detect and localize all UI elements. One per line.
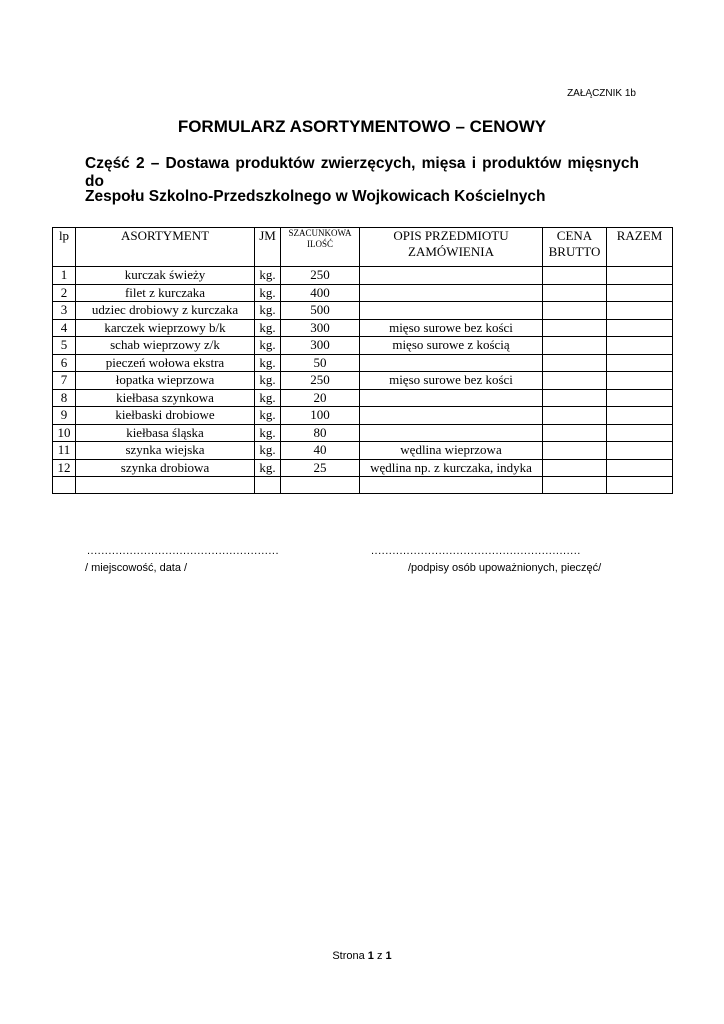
cell-total	[607, 459, 673, 477]
table-row	[53, 459, 673, 477]
cell-item-name: łopatka wieprzowa	[76, 372, 255, 390]
header-opis-line2: ZAMÓWIENIA	[408, 244, 494, 259]
table-row	[53, 302, 673, 320]
cell-price	[543, 389, 607, 407]
cell-item-name: kiełbaski drobiowe	[76, 407, 255, 425]
cell-empty	[76, 477, 255, 494]
cell-price	[543, 459, 607, 477]
cell-description	[360, 267, 543, 285]
header-ilosc-line1: SZACUNKOWA	[288, 228, 352, 238]
cell-description: mięso surowe z kością	[360, 337, 543, 355]
cell-unit: kg.	[255, 337, 281, 355]
cell-empty	[607, 477, 673, 494]
table-row-empty	[53, 477, 673, 494]
cell-quantity: 80	[281, 424, 360, 442]
header-ilosc-line2: ILOŚĆ	[306, 239, 333, 249]
cell-unit: kg.	[255, 442, 281, 460]
signature-line: ...........................................................	[371, 545, 581, 557]
cell-quantity: 25	[281, 459, 360, 477]
cell-total	[607, 267, 673, 285]
cell-quantity: 40	[281, 442, 360, 460]
cell-lp: 10	[53, 424, 76, 442]
cell-description: mięso surowe bez kości	[360, 372, 543, 390]
cell-empty	[53, 477, 76, 494]
cell-empty	[360, 477, 543, 494]
footer-prefix: Strona	[332, 950, 365, 962]
cell-empty	[543, 477, 607, 494]
cell-unit: kg.	[255, 407, 281, 425]
header-opis	[360, 228, 543, 267]
table-body	[53, 267, 673, 494]
cell-lp: 7	[53, 372, 76, 390]
table-row	[53, 372, 673, 390]
table-row	[53, 424, 673, 442]
cell-total	[607, 354, 673, 372]
cell-lp: 12	[53, 459, 76, 477]
cell-total	[607, 389, 673, 407]
place-date-line: ......................................................	[87, 545, 280, 557]
cell-description: wędlina np. z kurczaka, indyka	[360, 459, 543, 477]
cell-quantity: 250	[281, 372, 360, 390]
cell-quantity: 300	[281, 319, 360, 337]
cell-item-name: udziec drobiowy z kurczaka	[76, 302, 255, 320]
cell-total	[607, 319, 673, 337]
cell-quantity: 300	[281, 337, 360, 355]
cell-price	[543, 354, 607, 372]
header-jm: JM	[255, 228, 281, 267]
cell-quantity: 400	[281, 284, 360, 302]
table-row	[53, 354, 673, 372]
table-row	[53, 284, 673, 302]
cell-unit: kg.	[255, 459, 281, 477]
cell-item-name: kiełbasa śląska	[76, 424, 255, 442]
cell-price	[543, 319, 607, 337]
cell-unit: kg.	[255, 424, 281, 442]
cell-empty	[255, 477, 281, 494]
cell-total	[607, 407, 673, 425]
header-cena	[543, 228, 607, 267]
cell-description	[360, 284, 543, 302]
cell-empty	[281, 477, 360, 494]
table-row	[53, 267, 673, 285]
footer-of: z	[376, 950, 383, 962]
page-title: FORMULARZ ASORTYMENTOWO – CENOWY	[177, 117, 547, 136]
cell-item-name: schab wieprzowy z/k	[76, 337, 255, 355]
cell-price	[543, 284, 607, 302]
table-header-row	[53, 228, 673, 267]
price-table	[52, 227, 673, 494]
cell-lp: 2	[53, 284, 76, 302]
cell-total	[607, 424, 673, 442]
footer-page-number: 1	[367, 950, 374, 962]
cell-lp: 4	[53, 319, 76, 337]
cell-unit: kg.	[255, 354, 281, 372]
table-row	[53, 319, 673, 337]
cell-unit: kg.	[255, 284, 281, 302]
cell-lp: 5	[53, 337, 76, 355]
cell-total	[607, 302, 673, 320]
page-footer	[0, 950, 724, 962]
cell-description	[360, 302, 543, 320]
cell-quantity: 500	[281, 302, 360, 320]
table-row	[53, 407, 673, 425]
subtitle-line-1: Część 2 – Dostawa produktów zwierzęcych, mięsa i produktów mięsnych do	[85, 155, 639, 190]
cell-unit: kg.	[255, 372, 281, 390]
cell-lp: 8	[53, 389, 76, 407]
cell-item-name: szynka drobiowa	[76, 459, 255, 477]
cell-quantity: 100	[281, 407, 360, 425]
cell-unit: kg.	[255, 319, 281, 337]
cell-item-name: karczek wieprzowy b/k	[76, 319, 255, 337]
footer-page-total: 1	[385, 950, 392, 962]
cell-item-name: pieczeń wołowa ekstra	[76, 354, 255, 372]
cell-price	[543, 407, 607, 425]
header-opis-line1: OPIS PRZEDMIOTU	[393, 228, 509, 243]
cell-price	[543, 424, 607, 442]
cell-description: wędlina wieprzowa	[360, 442, 543, 460]
cell-quantity: 50	[281, 354, 360, 372]
cell-quantity: 20	[281, 389, 360, 407]
cell-description	[360, 354, 543, 372]
cell-item-name: kurczak świeży	[76, 267, 255, 285]
subtitle-line-2: Zespołu Szkolno-Przedszkolnego w Wojkowicach Kościelnych	[85, 188, 546, 205]
cell-unit: kg.	[255, 267, 281, 285]
cell-price	[543, 337, 607, 355]
cell-description	[360, 424, 543, 442]
header-razem: RAZEM	[607, 228, 673, 267]
cell-lp: 9	[53, 407, 76, 425]
cell-lp: 1	[53, 267, 76, 285]
cell-total	[607, 337, 673, 355]
cell-total	[607, 372, 673, 390]
header-asortyment: ASORTYMENT	[76, 228, 255, 267]
table-row	[53, 337, 673, 355]
header-cena-line1: CENA	[556, 228, 593, 243]
cell-description: mięso surowe bez kości	[360, 319, 543, 337]
cell-total	[607, 284, 673, 302]
cell-lp: 3	[53, 302, 76, 320]
cell-lp: 11	[53, 442, 76, 460]
cell-total	[607, 442, 673, 460]
header-ilosc	[281, 228, 360, 267]
cell-description	[360, 389, 543, 407]
cell-description	[360, 407, 543, 425]
place-date-label: / miejscowość, data /	[85, 562, 188, 574]
cell-price	[543, 302, 607, 320]
table-row	[53, 389, 673, 407]
cell-item-name: filet z kurczaka	[76, 284, 255, 302]
header-lp: lp	[53, 228, 76, 267]
header-cena-line2: BRUTTO	[548, 244, 601, 259]
cell-quantity: 250	[281, 267, 360, 285]
cell-unit: kg.	[255, 389, 281, 407]
cell-item-name: szynka wiejska	[76, 442, 255, 460]
table-row	[53, 442, 673, 460]
signature-label: /podpisy osób upoważnionych, pieczęć/	[408, 562, 602, 574]
cell-price	[543, 372, 607, 390]
cell-item-name: kiełbasa szynkowa	[76, 389, 255, 407]
attachment-label: ZAŁĄCZNIK 1b	[567, 88, 636, 99]
cell-price	[543, 442, 607, 460]
cell-price	[543, 267, 607, 285]
cell-unit: kg.	[255, 302, 281, 320]
cell-lp: 6	[53, 354, 76, 372]
